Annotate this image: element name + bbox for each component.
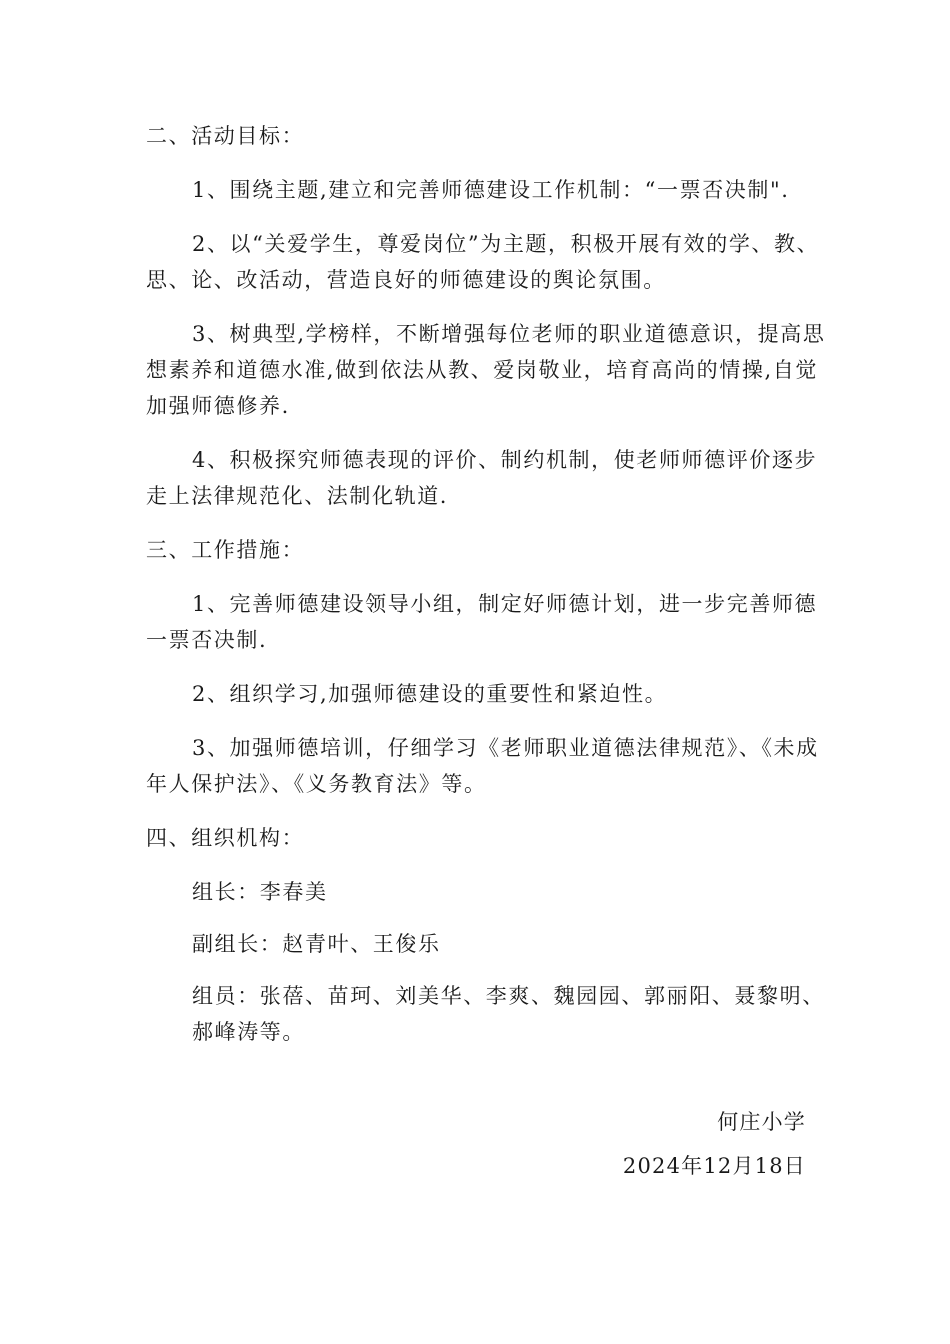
- group-leader: 组长：李春美: [192, 880, 328, 904]
- group-members: 组员：张蓓、苗珂、刘美华、李爽、魏园园、郭丽阳、聂黎明、郝峰涛等。: [192, 984, 825, 1044]
- section3-item-1: 1、完善师德建设领导小组，制定好师德计划，进一步完善师德一票否决制.: [146, 592, 818, 652]
- section3-item-3: 3、加强师德培训，仔细学习《老师职业道德法律规范》、《未成年人保护法》、《义务教育法》等。: [146, 736, 819, 796]
- section2-item-1: 1、围绕主题,建立和完善师德建设工作机制：“一票否决制".: [192, 178, 790, 202]
- section3-item-2: 2、组织学习,加强师德建设的重要性和紧迫性。: [192, 682, 668, 706]
- signature-date: 2024年12月18日: [622, 1154, 806, 1178]
- section2-heading: 二、活动目标：: [146, 124, 305, 148]
- deputy-leader: 副组长：赵青叶、王俊乐: [192, 932, 441, 956]
- section2-item-3: 3、树典型,学榜样，不断增强每位老师的职业道德意识，提高思想素养和道德水准,做到依法从教、爱岗敬业，培育高尚的情操,自觉加强师德修养.: [146, 322, 826, 418]
- section3-heading: 三、工作措施：: [146, 538, 305, 562]
- section2-item-2: 2、以“关爱学生，尊爱岗位”为主题，积极开展有效的学、教、思、论、改活动，营造良好的师德建设的舆论氛围。: [146, 232, 820, 292]
- signature-school: 何庄小学: [717, 1110, 806, 1134]
- section2-item-4: 4、积极探究师德表现的评价、制约机制，使老师师德评价逐步走上法律规范化、法制化轨道.: [146, 448, 818, 508]
- section4-heading: 四、组织机构：: [146, 826, 305, 850]
- document-body: [146, 118, 826, 1066]
